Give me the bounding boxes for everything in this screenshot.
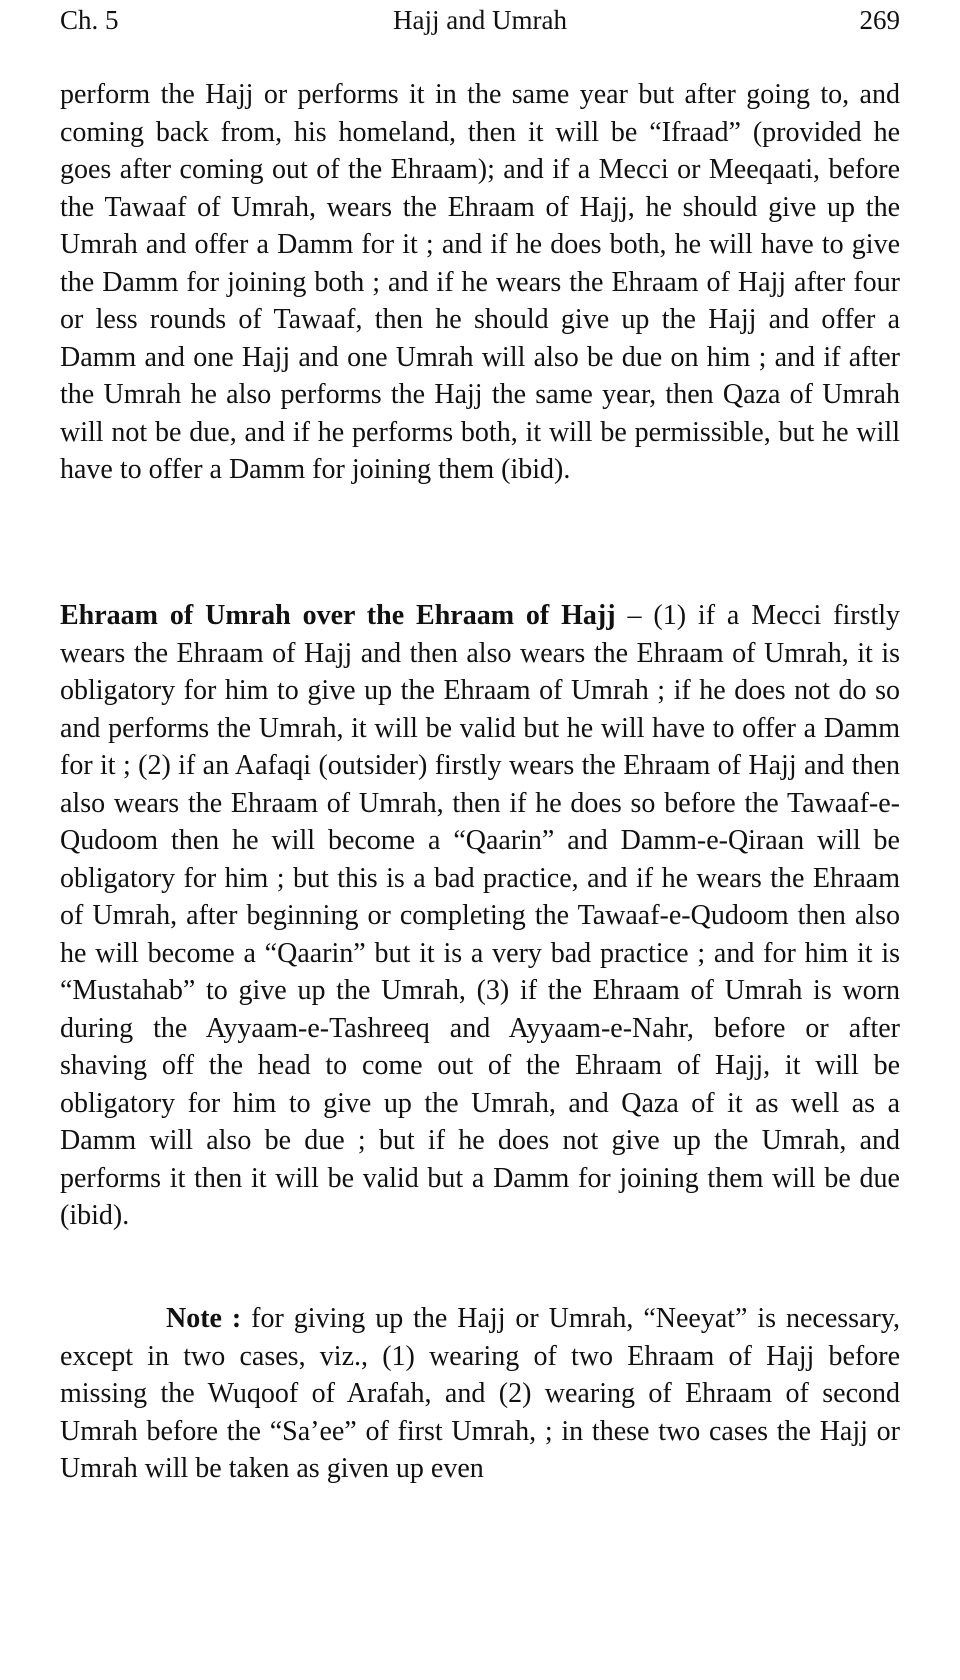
- note-label: Note :: [166, 1303, 242, 1334]
- paragraph-note: [60, 1300, 900, 1488]
- page-number: 269: [859, 5, 900, 35]
- paragraph-text: – (1) if a Mecci firstly wears the Ehraam of Hajj and then also wears the Ehraam of Umrah, it is obligatory for him to give up the Ehraam of Umrah ; if he does not do so and performs the Umrah, it will be valid but he will have to offer a Damm for it ; (2) if an Aafaqi (outsider) firstly wears the Ehraam of Hajj and then also wears the Ehraam of Umrah, then if he does so before the Tawaaf-e-Qudoom then he will become a “Qaarin” and Damm-e-Qiraan will be obligatory for him ; but this is a bad practice, and if he wears the Ehraam of Umrah, after beginning or completing the Tawaaf-e-Qudoom then also he will become a “Qaarin” but it is a very bad practice ; and for him it is “Mustahab” to give up the Umrah, (3) if the Ehraam of Umrah is worn during the Ayyaam-e-Tashreeq and Ayyaam-e-Nahr, before or after shaving off the head to come out of the Ehraam of Hajj, it will be obligatory for him to give up the Umrah, and Qaza of it as well as a Damm will also be due ; but if he does not give up the Umrah, and performs it then it will be valid but a Damm for joining them will be due (ibid).: [60, 600, 901, 1231]
- chapter-title: Hajj and Umrah: [393, 5, 567, 35]
- paragraph-text: for giving up the Hajj or Umrah, “Neeyat” is necessary, except in two cases, viz., (1) wearing of two Ehraam of Hajj before missing the Wuqoof of Arafah, and (2) wearing of Ehraam of second Umrah before the “Sa’ee” of first Umrah, ; in these two cases the Hajj or Umrah will be taken as given up even: [60, 1303, 901, 1484]
- paragraph-text: perform the Hajj or performs it in the same year but after going to, and coming back from, his homeland, then it will be “Ifraad” (provided he goes after coming out of the Ehraam); and if a Mecci or Meeqaati, before the Tawaaf of Umrah, wears the Ehraam of Hajj, he should give up the Umrah and offer a Damm for it ; and if he does both, he will have to give the Damm for joining both ; and if he wears the Ehraam of Hajj after four or less rounds of Tawaaf, then he should give up the Hajj and offer a Damm and one Hajj and one Umrah will also be due on him ; and if after the Umrah he also performs the Hajj the same year, then Qaza of Umrah will not be due, and if he performs both, it will be permissible, but he will have to offer a Damm for joining them (ibid).: [60, 79, 900, 485]
- paragraph-ehraam-of-umrah: [60, 597, 900, 1235]
- running-header: [60, 2, 900, 38]
- paragraph-continuation: [60, 76, 900, 489]
- chapter-label: Ch. 5: [60, 5, 119, 35]
- section-heading: Ehraam of Umrah over the Ehraam of Hajj: [60, 600, 616, 631]
